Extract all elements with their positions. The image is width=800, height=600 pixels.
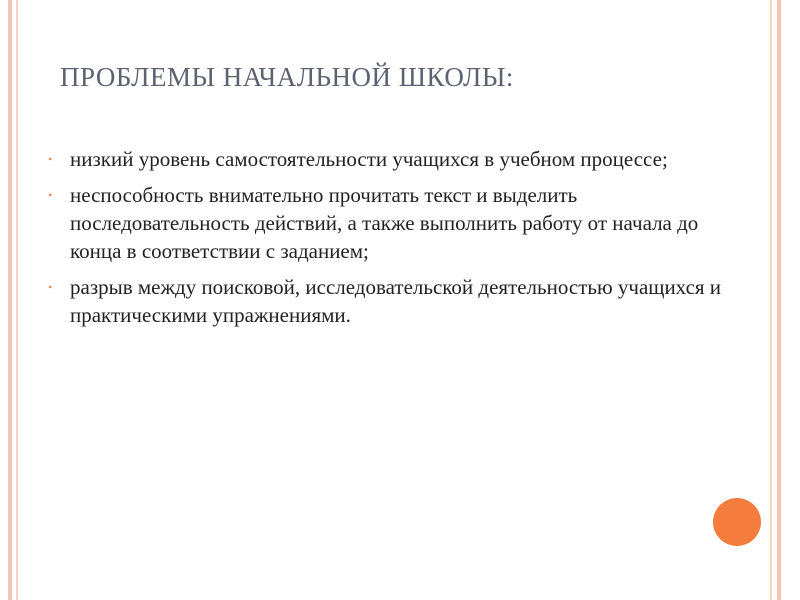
left-border-outer (8, 0, 12, 600)
left-border-inner (16, 0, 18, 600)
accent-circle-icon (713, 498, 761, 546)
bullet-text: неспособность внимательно прочитать текст и выделить последовательность действий, а также выполнить работу от начала до конца в соответствии с заданием; (70, 183, 699, 263)
slide-title: ПРОБЛЕМЫ НАЧАЛЬНОЙ ШКОЛЫ: (60, 62, 514, 92)
right-border-inner (770, 0, 772, 600)
bullet-list (40, 145, 730, 337)
bullet-icon: • (48, 188, 53, 202)
bullet-item (40, 273, 730, 329)
bullet-text: разрыв между поисковой, исследовательской деятельностью учащихся и практическими упражнениями. (70, 275, 722, 327)
bullet-item (40, 181, 730, 265)
bullet-text: низкий уровень самостоятельности учащихся в учебном процессе; (70, 147, 668, 171)
bullet-icon: • (48, 280, 53, 294)
bullet-item (40, 145, 730, 173)
bullet-icon: • (48, 152, 53, 166)
right-border-outer (777, 0, 781, 600)
